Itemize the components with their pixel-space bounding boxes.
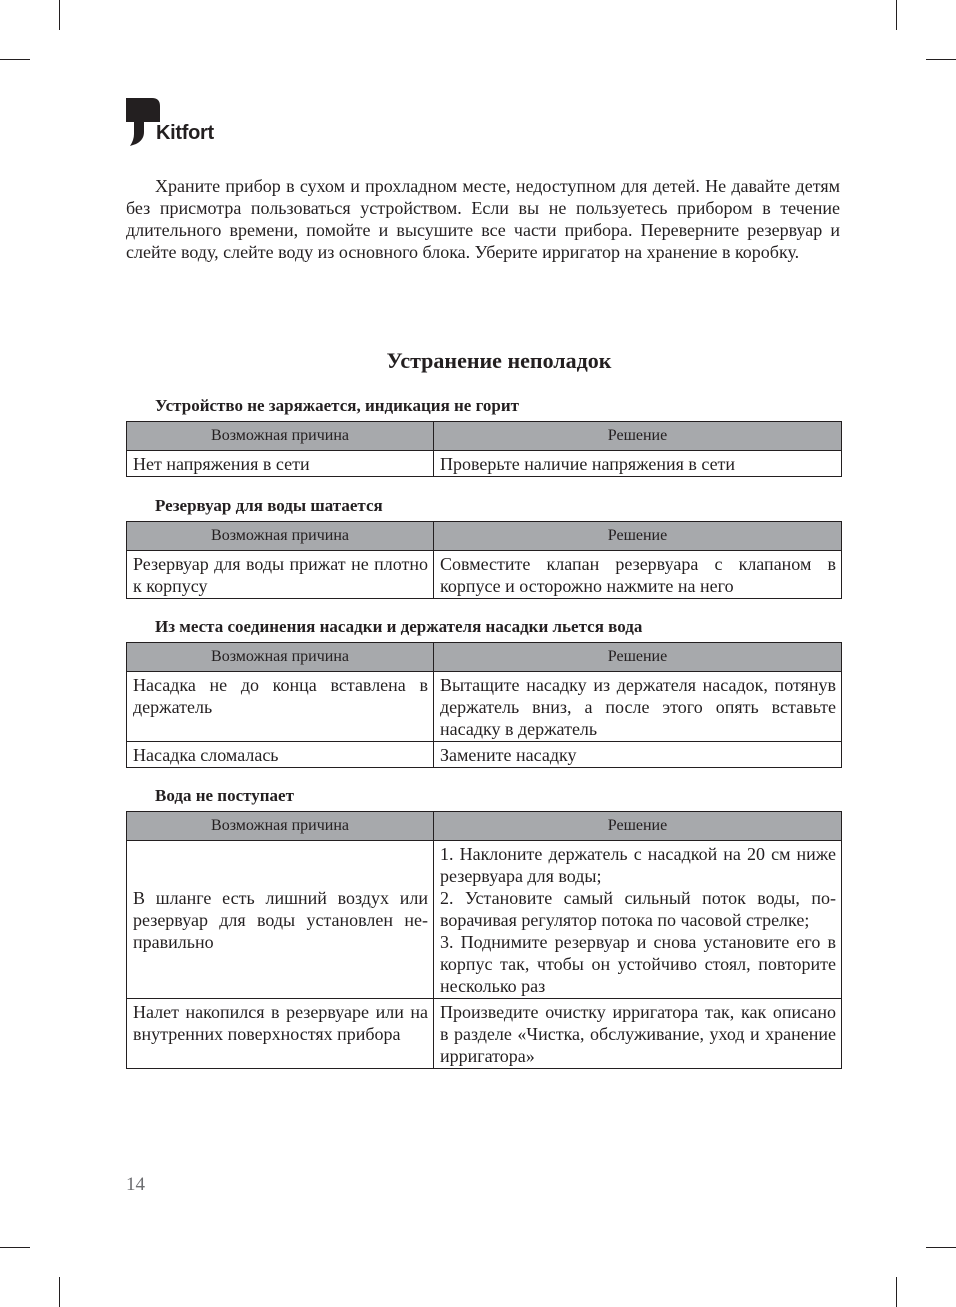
table-row (127, 841, 842, 999)
table-header-row (127, 812, 842, 841)
column-header-cause: Возможная причина (127, 812, 434, 841)
solution-cell: Замените насадку (434, 742, 842, 768)
troubleshooting-table (126, 811, 842, 1069)
crop-mark (926, 1247, 956, 1248)
column-header-solution: Решение (434, 422, 842, 451)
cause-cell: В шланге есть лишний воздух или резервуар для воды установлен неправильно (127, 841, 434, 999)
crop-mark (896, 0, 897, 30)
solution-step: 3. Поднимите резервуар и снова установите его в корпус так, чтобы он устойчиво стоял, повторите несколько раз (440, 932, 836, 996)
solution-cell: Вытащите насадку из держателя насадок, потянув держатель вниз, а после этого опять вставьте насадку в держатель (434, 672, 842, 742)
crop-mark (0, 59, 30, 60)
cause-cell: Резервуар для воды прижат не плотно к корпусу (127, 551, 434, 599)
solution-cell: Произведите очистку ирригатора так, как описано в разделе «Чистка, обслуживание, уход и хранение ирригатора» (434, 999, 842, 1069)
cause-cell: Налет накопился в резервуаре или на внутренних поверхностях прибора (127, 999, 434, 1069)
table-row (127, 742, 842, 768)
solution-cell: Проверьте наличие напряжения в сети (434, 451, 842, 477)
cause-cell: Нет напряжения в сети (127, 451, 434, 477)
troubleshooting-table (126, 642, 842, 768)
solution-cell (434, 841, 842, 999)
troubleshooting-section (126, 617, 841, 768)
cause-cell: Насадка не до конца вставлена в держатель (127, 672, 434, 742)
solution-step: 1. Наклоните держатель с насадкой на 20 см ниже резервуара для воды; (440, 844, 836, 886)
column-header-cause: Возможная причина (127, 643, 434, 672)
cause-cell: Насадка сломалась (127, 742, 434, 768)
section-title: Устройство не заряжается, индикация не горит (155, 396, 519, 415)
table-row (127, 551, 842, 599)
section-title: Из места соединения насадки и держателя насадки льется вода (155, 617, 643, 636)
solution-cell: Совместите клапан резервуара с клапаном в корпусе и осторожно нажмите на него (434, 551, 842, 599)
table-row (127, 999, 842, 1069)
table-header-row (127, 422, 842, 451)
page-number: 14 (126, 1174, 145, 1195)
troubleshooting-section (126, 786, 841, 1069)
troubleshooting-section (126, 496, 841, 599)
storage-paragraph: Храните прибор в сухом и прохладном месте, недоступном для детей. Не давайте детям без присмотра пользоваться устройством. Если вы не пользуетесь прибором в течение длительного времени, помойте и высушите все части прибора. Переверните резервуар и слейте воду, слейте воду из основного блока. Уберите ирригатор на хранение в коробку. (126, 176, 840, 262)
table-header-row (127, 643, 842, 672)
crop-mark (896, 1277, 897, 1307)
column-header-cause: Возможная причина (127, 422, 434, 451)
crop-mark (59, 0, 60, 30)
troubleshooting-table (126, 421, 842, 477)
section-title: Резервуар для воды шатается (155, 496, 383, 515)
solution-step: 2. Установите самый сильный поток воды, поворачивая регулятор потока по часовой стрелке; (440, 888, 836, 930)
column-header-solution: Решение (434, 522, 842, 551)
troubleshooting-table (126, 521, 842, 599)
crop-mark (0, 1247, 30, 1248)
column-header-cause: Возможная причина (127, 522, 434, 551)
page-title: Устранение неполадок (386, 348, 612, 373)
table-header-row (127, 522, 842, 551)
table-row (127, 672, 842, 742)
brand-name: Kitfort (156, 122, 214, 144)
crop-mark (59, 1277, 60, 1307)
kitfort-logo-icon (126, 98, 160, 146)
troubleshooting-section (126, 396, 841, 477)
section-title: Вода не поступает (155, 786, 294, 805)
table-row (127, 451, 842, 477)
column-header-solution: Решение (434, 812, 842, 841)
column-header-solution: Решение (434, 643, 842, 672)
crop-mark (926, 59, 956, 60)
